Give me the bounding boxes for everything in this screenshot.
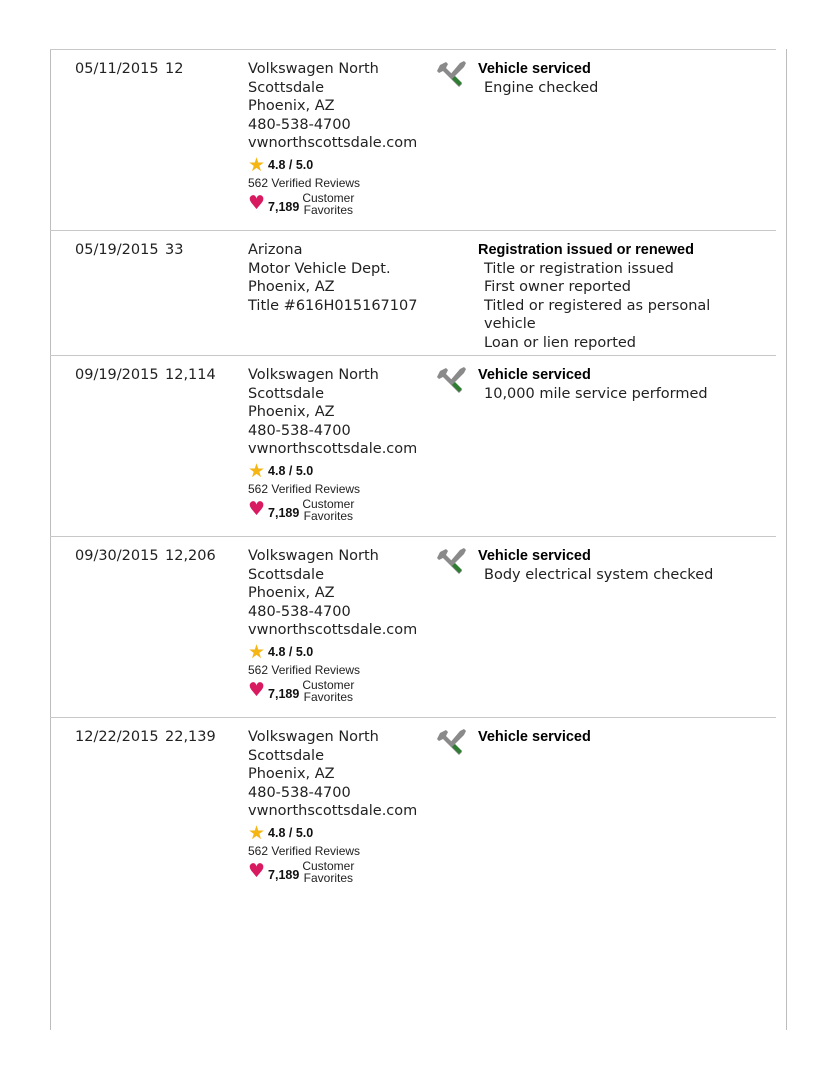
favorites-count: 7,189 xyxy=(268,686,300,701)
heart-icon: ♥ xyxy=(248,679,266,702)
record-title: Vehicle serviced xyxy=(478,367,591,383)
dealer-rating xyxy=(248,824,433,844)
dealer-location: Phoenix, AZ xyxy=(248,98,335,114)
record-details xyxy=(478,366,758,403)
history-row xyxy=(50,537,776,718)
star-icon: ★ xyxy=(248,460,266,482)
record-title: Vehicle serviced xyxy=(478,729,591,745)
detail-item: Body electrical system checked xyxy=(484,566,714,583)
favorites-label-line2: Favorites xyxy=(303,202,354,217)
dealer-rating xyxy=(248,462,433,482)
favorites-count: 7,189 xyxy=(268,867,300,882)
source-line: Title #616H015167107 xyxy=(248,297,418,314)
heart-icon: ♥ xyxy=(248,192,266,215)
detail-item: vehicle xyxy=(484,316,536,332)
dealer-favorites xyxy=(248,860,433,885)
detail-item: Titled or registered as personal xyxy=(484,297,711,314)
dealer-location: Phoenix, AZ xyxy=(248,585,335,601)
dealer-website[interactable]: vwnorthscottsdale.com xyxy=(248,803,418,819)
dealer-phone[interactable]: 480-538-4700 xyxy=(248,784,351,801)
favorites-label-line2: Favorites xyxy=(303,870,354,885)
verified-reviews-link[interactable]: 562 Verified Reviews xyxy=(248,175,361,190)
record-date: 09/19/2015 xyxy=(75,367,159,383)
favorites-label-line2: Favorites xyxy=(303,508,354,523)
record-date: 09/30/2015 xyxy=(75,548,159,564)
history-row xyxy=(50,356,776,537)
star-icon: ★ xyxy=(248,154,266,176)
favorites-label-line1: Customer xyxy=(302,677,355,692)
dealer-rating xyxy=(248,156,433,176)
record-source xyxy=(248,241,433,315)
detail-item: 10,000 mile service performed xyxy=(484,385,708,402)
dealer-website[interactable]: vwnorthscottsdale.com xyxy=(248,622,418,638)
dealer-name[interactable]: Volkswagen North xyxy=(248,61,379,77)
source-line: Arizona xyxy=(248,242,303,258)
heart-icon: ♥ xyxy=(248,498,266,521)
record-title: Registration issued or renewed xyxy=(478,242,694,258)
record-details xyxy=(478,547,758,584)
dealer-location: Phoenix, AZ xyxy=(248,766,335,782)
dealer-website[interactable]: vwnorthscottsdale.com xyxy=(248,135,418,151)
favorites-label-line1: Customer xyxy=(302,190,355,205)
star-icon: ★ xyxy=(248,822,266,844)
star-icon: ★ xyxy=(248,641,266,663)
dealer-phone[interactable]: 480-538-4700 xyxy=(248,603,351,620)
favorites-label xyxy=(302,679,354,703)
verified-reviews-link[interactable]: 562 Verified Reviews xyxy=(248,662,361,677)
dealer-name-cont[interactable]: Scottsdale xyxy=(248,385,325,402)
favorites-label xyxy=(302,860,354,884)
favorites-count: 7,189 xyxy=(268,199,300,214)
dealer-name[interactable]: Volkswagen North xyxy=(248,367,379,383)
record-date: 05/19/2015 xyxy=(75,242,159,258)
record-mileage: 33 xyxy=(165,242,184,258)
dealer-favorites xyxy=(248,192,433,217)
record-mileage: 12,206 xyxy=(165,548,216,564)
dealer-name-cont[interactable]: Scottsdale xyxy=(248,747,325,764)
dealer-name-cont[interactable]: Scottsdale xyxy=(248,566,325,583)
rating-score: 4.8 / 5.0 xyxy=(268,464,314,479)
history-row xyxy=(50,231,776,356)
favorites-label xyxy=(302,498,354,522)
heart-icon: ♥ xyxy=(248,860,266,883)
dealer-rating xyxy=(248,643,433,663)
rating-score: 4.8 / 5.0 xyxy=(268,645,314,660)
favorites-count: 7,189 xyxy=(268,505,300,520)
history-row xyxy=(50,50,776,231)
record-details xyxy=(478,728,758,747)
record-source xyxy=(248,60,433,216)
dealer-favorites xyxy=(248,679,433,704)
favorites-label-line1: Customer xyxy=(302,496,355,511)
record-title: Vehicle serviced xyxy=(478,61,591,77)
record-date: 05/11/2015 xyxy=(75,61,159,77)
verified-reviews-link[interactable]: 562 Verified Reviews xyxy=(248,843,361,858)
verified-reviews-link[interactable]: 562 Verified Reviews xyxy=(248,481,361,496)
record-date: 12/22/2015 xyxy=(75,729,159,745)
dealer-favorites xyxy=(248,498,433,523)
record-source xyxy=(248,728,433,884)
wrench-screwdriver-icon xyxy=(436,366,468,396)
detail-item: First owner reported xyxy=(484,279,631,295)
favorites-label-line2: Favorites xyxy=(303,689,354,704)
wrench-screwdriver-icon xyxy=(436,547,468,577)
dealer-phone[interactable]: 480-538-4700 xyxy=(248,422,351,439)
source-line: Phoenix, AZ xyxy=(248,279,335,295)
detail-item: Title or registration issued xyxy=(484,260,674,277)
record-details xyxy=(478,241,758,352)
record-details xyxy=(478,60,758,97)
detail-item: Engine checked xyxy=(484,79,599,96)
detail-item: Loan or lien reported xyxy=(484,334,637,351)
wrench-screwdriver-icon xyxy=(436,60,468,90)
record-mileage: 12,114 xyxy=(165,367,216,383)
record-title: Vehicle serviced xyxy=(478,548,591,564)
dealer-name-cont[interactable]: Scottsdale xyxy=(248,79,325,96)
dealer-name[interactable]: Volkswagen North xyxy=(248,729,379,745)
favorites-label-line1: Customer xyxy=(302,858,355,873)
favorites-label xyxy=(302,192,354,216)
dealer-phone[interactable]: 480-538-4700 xyxy=(248,116,351,133)
history-row xyxy=(50,718,776,898)
dealer-website[interactable]: vwnorthscottsdale.com xyxy=(248,441,418,457)
rating-score: 4.8 / 5.0 xyxy=(268,158,314,173)
record-mileage: 12 xyxy=(165,61,184,77)
record-source xyxy=(248,366,433,522)
source-line: Motor Vehicle Dept. xyxy=(248,260,391,277)
dealer-name[interactable]: Volkswagen North xyxy=(248,548,379,564)
record-source xyxy=(248,547,433,703)
wrench-screwdriver-icon xyxy=(436,728,468,758)
rating-score: 4.8 / 5.0 xyxy=(268,826,314,841)
record-mileage: 22,139 xyxy=(165,729,216,745)
dealer-location: Phoenix, AZ xyxy=(248,404,335,420)
